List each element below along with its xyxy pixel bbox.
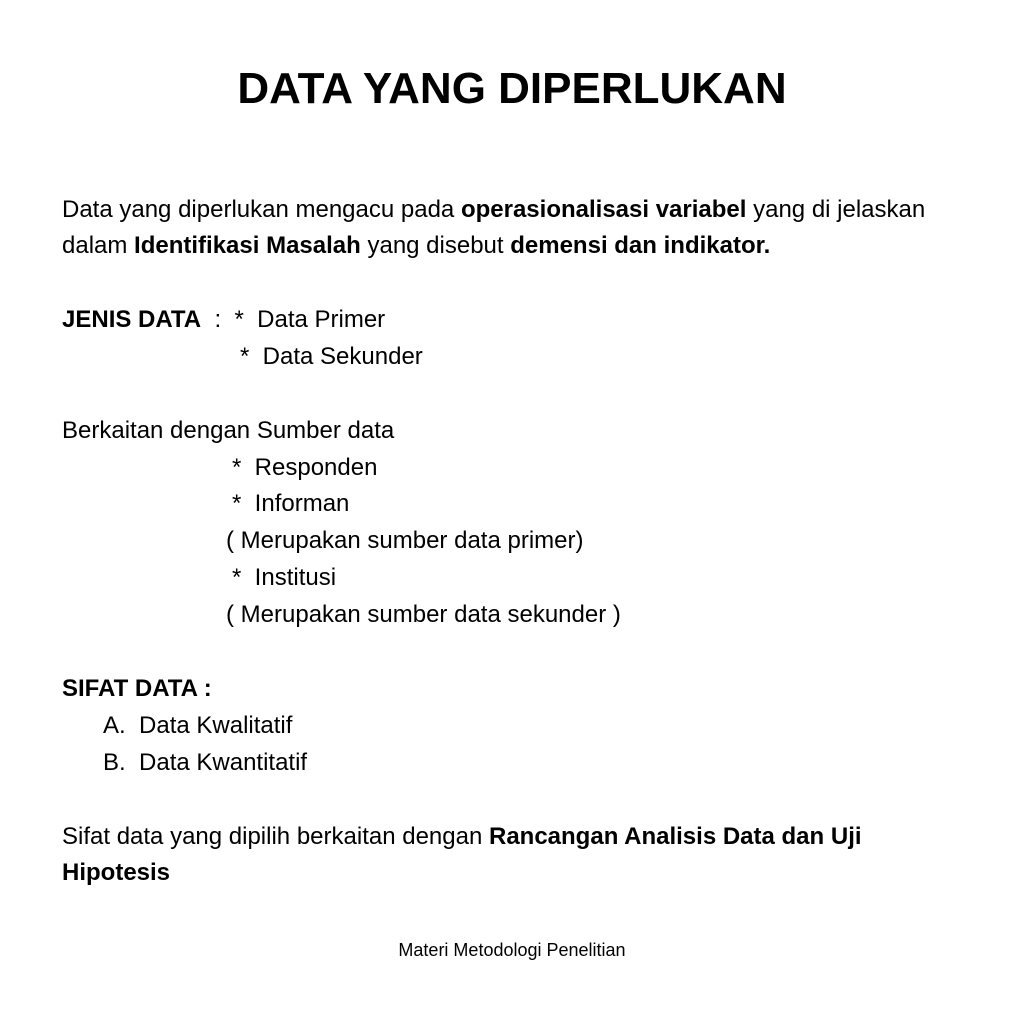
conclusion-emphasis: Hipotesis [62,859,171,886]
sifat-data-label: SIFAT DATA : [62,675,212,702]
jenis-data-separator: : [201,306,235,333]
conclusion-text: Sifat data yang dipilih berkaitan dengan [62,823,489,850]
intro-text: Data yang diperlukan mengacu pada [62,196,461,223]
sumber-item: * Institusi [232,564,337,591]
sumber-note: ( Merupakan sumber data primer) [226,527,584,554]
jenis-data-row [62,305,385,335]
intro-emphasis: demensi dan indikator. [510,232,771,259]
conclusion-line-1 [62,822,862,852]
intro-emphasis: Identifikasi Masalah [134,232,361,259]
conclusion-line-2 [62,858,170,888]
jenis-data-item: * Data Sekunder [240,343,423,370]
sumber-heading: Berkaitan dengan Sumber data [62,417,395,444]
intro-text: yang di jelaskan [746,196,926,223]
jenis-data-label: JENIS DATA [62,306,202,333]
intro-line-2 [62,231,770,261]
intro-text: yang disebut [360,232,511,259]
conclusion-emphasis: Rancangan Analisis Data dan Uji [488,823,862,850]
sumber-note: ( Merupakan sumber data sekunder ) [226,601,621,628]
sifat-data-item: B. Data Kwantitatif [103,749,308,776]
sifat-data-item: A. Data Kwalitatif [103,712,293,739]
sumber-item: * Informan [232,490,350,517]
footer: Materi Metodologi Penelitian [398,940,626,960]
sumber-item: * Responden [232,454,378,481]
page-title: DATA YANG DIPERLUKAN [237,64,787,113]
intro-text: dalam [62,232,135,259]
intro-line-1 [62,195,925,225]
intro-emphasis: operasionalisasi variabel [460,196,747,223]
jenis-data-item: * Data Primer [234,306,386,333]
